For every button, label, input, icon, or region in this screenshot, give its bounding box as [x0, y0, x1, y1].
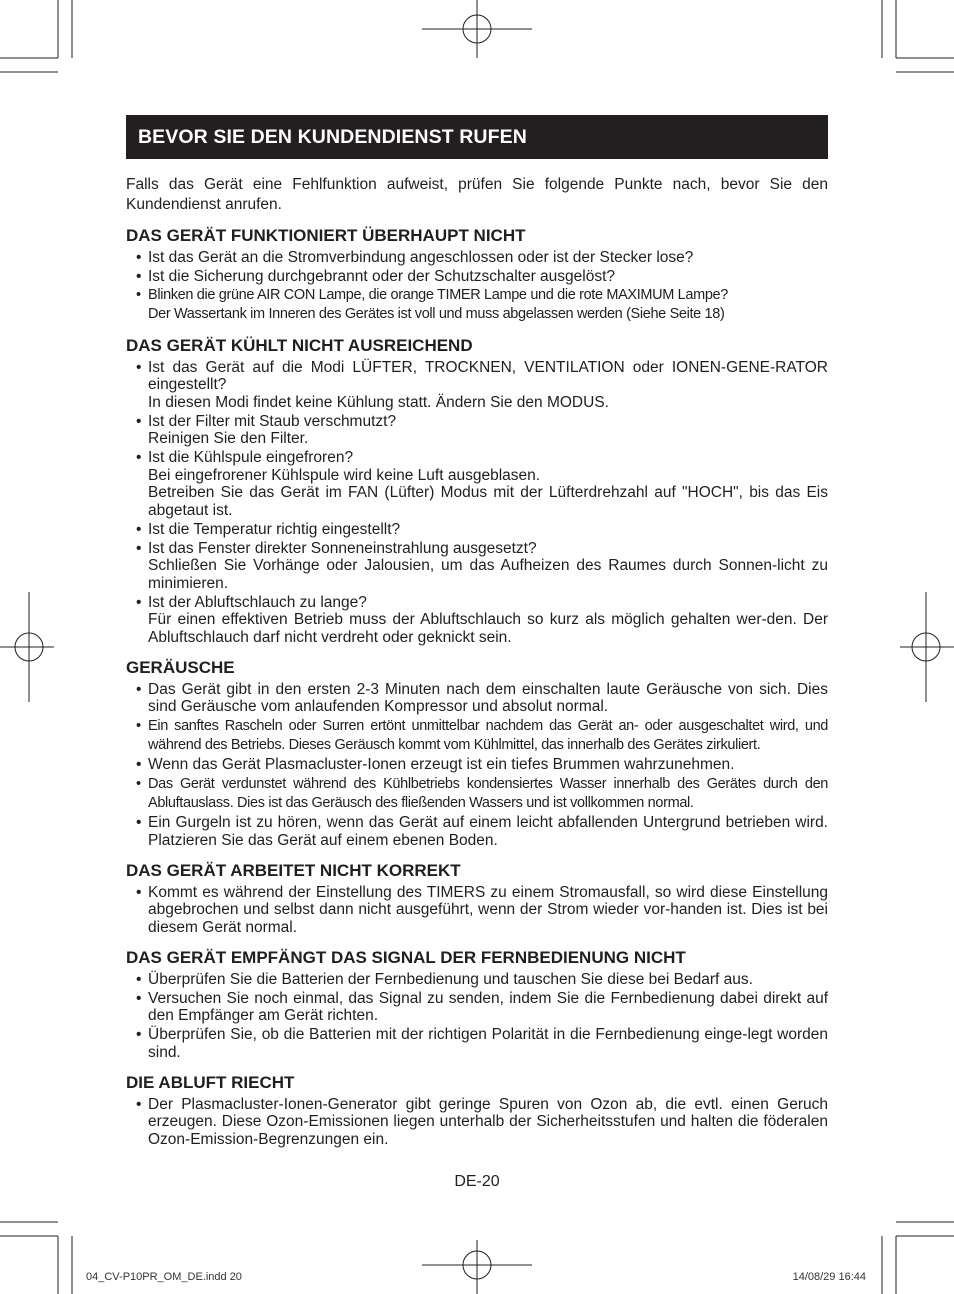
list-item-text: • Ist der Abluftschlauch zu lange?	[148, 593, 367, 611]
title-bar	[126, 115, 828, 159]
list-item	[126, 1096, 828, 1149]
section	[126, 225, 828, 324]
list-item-text: • Ist die Temperatur richtig eingestellt?	[148, 520, 401, 538]
list-item-text: • Ein Gurgeln ist zu hören, wenn das Gerät auf einem leicht abfallenden Untergrund betrieben wird. Platzieren Sie das Gerät auf einem ebenen Boden.	[148, 814, 828, 849]
list-item-text: • Ist das Gerät auf die Modi LÜFTER, TROCKNEN, VENTILATION oder IONEN-GENE-RATOR eingestellt?	[148, 358, 828, 393]
list-item	[126, 521, 828, 539]
list-item-text: Für einen effektiven Betrieb muss der Abluftschlauch so kurz als möglich gehalten wer-den. Der Abluftschlauch darf nicht verdreht oder geknickt sein.	[148, 611, 828, 646]
list-item	[126, 884, 828, 937]
section	[126, 335, 828, 646]
section	[126, 657, 828, 849]
list-item	[126, 775, 828, 813]
list-item-text: • Das Gerät gibt in den ersten 2-3 Minuten nach dem einschalten laute Geräusche von sich. Dies sind Geräusche vom anlaufenden Kompressor und absolut normal.	[148, 680, 828, 715]
list-item	[126, 249, 828, 267]
list-item-text: Betreiben Sie das Gerät im FAN (Lüfter) Modus mit der Lüfterdrehzahl auf "HOCH", bis das Eis abgetaut ist.	[148, 484, 828, 519]
list-item	[126, 268, 828, 286]
list-item-text: In diesen Modi findet keine Kühlung statt. Ändern Sie den MODUS.	[148, 393, 609, 411]
list-item	[126, 814, 828, 849]
section-heading: DAS GERÄT FUNKTIONIERT ÜBERHAUPT NICHT	[126, 226, 526, 245]
list-item-text: • Kommt es während der Einstellung des TIMERS zu einem Stromausfall, so wird diese Einstellung abgebrochen und selbst dann nicht ausgeführt, wenn der Strom wieder vor-handen ist. Dies ist bei diesem Gerät normal.	[148, 883, 828, 936]
list-item	[126, 594, 828, 647]
list-item-text: • Ist die Sicherung durchgebrannt oder der Schutzschalter ausgelöst?	[148, 267, 616, 285]
section	[126, 947, 828, 1061]
section-heading: DAS GERÄT EMPFÄNGT DAS SIGNAL DER FERNBEDIENUNG NICHT	[126, 948, 686, 967]
bullet-list	[126, 971, 828, 1062]
list-item-text: • Ist das Fenster direkter Sonneneinstrahlung ausgesetzt?	[148, 539, 537, 557]
slug-date: 14/08/29 16:44	[792, 1271, 866, 1283]
list-item	[126, 990, 828, 1025]
list-item-text: • Ist der Filter mit Staub verschmutzt?	[148, 412, 397, 430]
list-item	[126, 1026, 828, 1061]
list-item-text: Der Wassertank im Inneren des Gerätes ist voll und muss abgelassen werden (Siehe Seite 18)	[148, 306, 725, 322]
list-item-text: Bei eingefrorener Kühlspule wird keine Luft ausgeblasen.	[148, 466, 541, 484]
list-item-text: • Ein sanftes Rascheln oder Surren ertönt unmittelbar nachdem das Gerät an- oder ausgeschaltet wird, und während des Betriebs. Dieses Geräusch kommt vom Kühlmittel, das innerhalb des Gerätes zirkuliert.	[148, 717, 828, 753]
bullet-list	[126, 681, 828, 850]
section	[126, 1072, 828, 1148]
list-item-text: Schließen Sie Vorhänge oder Jalousien, um das Aufheizen des Raumes durch Sonnen-licht zu minimieren.	[148, 557, 828, 592]
bullet-list	[126, 1096, 828, 1149]
list-item	[126, 681, 828, 716]
list-item	[126, 413, 828, 448]
bullet-list	[126, 884, 828, 937]
list-item-text: Reinigen Sie den Filter.	[148, 430, 309, 447]
list-item-text: • Versuchen Sie noch einmal, das Signal zu senden, indem Sie die Fernbedienung dabei direkt auf den Empfänger am Gerät richten.	[148, 989, 828, 1024]
list-item-text: • Wenn das Gerät Plasmacluster-Ionen erzeugt ist ein tiefes Brummen wahrzunehmen.	[148, 756, 735, 773]
section-heading: GERÄUSCHE	[126, 658, 235, 677]
list-item-text: • Ist die Kühlspule eingefroren?	[148, 449, 354, 466]
list-item-text: • Das Gerät verdunstet während des Kühlbetriebs kondensiertes Wasser innerhalb des Gerätes durch den Abluftauslass. Dies ist das Geräusch des fließenden Wassers und ist vollkommen normal.	[148, 775, 828, 811]
section-heading: DAS GERÄT KÜHLT NICHT AUSREICHEND	[126, 336, 473, 355]
list-item-text: • Überprüfen Sie die Batterien der Fernbedienung und tauschen Sie diese bei Bedarf aus.	[148, 970, 753, 988]
list-item-text: • Ist das Gerät an die Stromverbindung angeschlossen oder ist der Stecker lose?	[148, 248, 694, 266]
page-title: BEVOR SIE DEN KUNDENDIENST RUFEN	[138, 126, 527, 148]
bullet-list	[126, 249, 828, 325]
list-item	[126, 286, 828, 324]
list-item	[126, 717, 828, 755]
section-heading: DIE ABLUFT RIECHT	[126, 1073, 295, 1092]
section	[126, 860, 828, 936]
list-item-text: • Blinken die grüne AIR CON Lampe, die orange TIMER Lampe und die rote MAXIMUM Lampe?	[148, 287, 728, 303]
list-item	[126, 971, 828, 989]
slug-file: 04_CV-P10PR_OM_DE.indd 20	[86, 1271, 242, 1283]
intro-paragraph: Falls das Gerät eine Fehlfunktion aufweist, prüfen Sie folgende Punkte nach, bevor Sie den Kundendienst anrufen.	[126, 176, 828, 213]
list-item	[126, 756, 828, 774]
list-item	[126, 540, 828, 593]
list-item	[126, 359, 828, 412]
main-content	[126, 175, 828, 1148]
section-heading: DAS GERÄT ARBEITET NICHT KORREKT	[126, 861, 461, 880]
list-item-text: • Der Plasmacluster-Ionen-Generator gibt geringe Spuren von Ozon ab, die evtl. einen Geruch erzeugen. Diese Ozon-Emissionen liegen unterhalb der Sicherheitsstufen und halten die föderalen Ozon-Emission-Begrenzungen ein.	[148, 1095, 828, 1148]
list-item	[126, 449, 828, 519]
page-number: DE-20	[454, 1173, 500, 1190]
list-item-text: • Überprüfen Sie, ob die Batterien mit der richtigen Polarität in die Fernbedienung einge-legt worden sind.	[148, 1026, 828, 1061]
bullet-list	[126, 359, 828, 647]
